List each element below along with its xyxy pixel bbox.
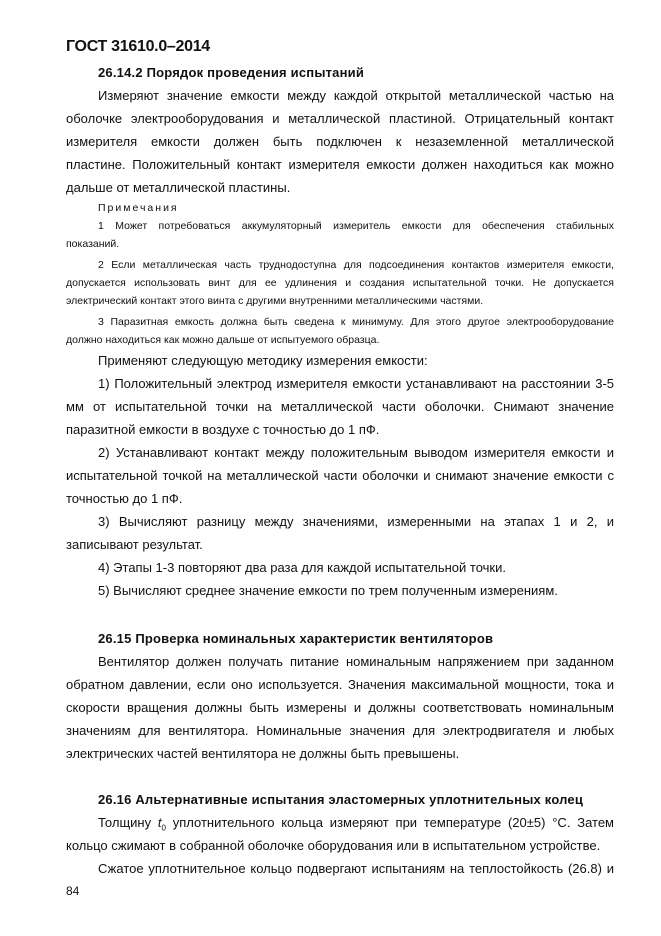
notes-title: Примечания	[98, 202, 179, 214]
paragraph-line: 2) Устанавливают контакт между положительным выводом измерителя емкости и	[98, 445, 614, 460]
paragraph-line: обратном давлении, если оно используется. Значения максимальной мощности, тока и	[66, 677, 614, 692]
paragraph-line: скорости вращения должны быть измерены и должны соответствовать номинальным	[66, 700, 614, 715]
variable: t	[157, 815, 162, 830]
paragraph-line: испытательной точкой на металлической части оболочки и снимают значение емкости с	[66, 468, 614, 483]
text: Толщину	[98, 815, 158, 830]
paragraph-line: 3) Вычисляют разницу между значениями, измеренными на этапах 1 и 2, и	[98, 514, 614, 529]
paragraph-line: оболочке электрооборудования и металлической пластиной. Отрицательный контакт	[66, 111, 614, 126]
text: уплотнительного кольца измеряют при температуре (20±5) °С. Затем	[165, 815, 614, 830]
paragraph-line: 1) Положительный электрод измерителя емкости устанавливают на расстоянии 3-5	[98, 376, 614, 391]
paragraph-line: точностью до 1 пФ.	[66, 491, 183, 506]
paragraph-line: допускается использовать винт для ее удлинения и создания испытательной точки. Не допускается	[66, 277, 614, 289]
paragraph-line: пластине. Положительный контакт измерителя емкости должен находиться как можно	[66, 157, 614, 172]
paragraph-line: электрических частей вентилятора не должны быть превышены.	[66, 746, 460, 761]
paragraph-line: измерителя емкости должен быть подключен к незаземленной металлической	[66, 134, 614, 149]
paragraph-line: 1 Может потребоваться аккумуляторный измеритель емкости для обеспечения стабильных	[98, 220, 614, 232]
section-heading: 26.15 Проверка номинальных характеристик вентиляторов	[98, 631, 494, 646]
method-steps	[66, 349, 614, 602]
paragraph	[66, 313, 614, 349]
paragraph-line: 5) Вычисляют среднее значение емкости по трем полученным измерениям.	[98, 583, 558, 598]
section-26-15	[66, 627, 614, 765]
paragraph	[66, 556, 614, 579]
paragraph	[66, 510, 614, 556]
paragraph-line: 4) Этапы 1-3 повторяют два раза для каждой испытательной точки.	[98, 560, 506, 575]
document-header: ГОСТ 31610.0–2014	[66, 38, 210, 55]
section-heading: 26.14.2 Порядок проведения испытаний	[98, 65, 365, 80]
paragraph	[66, 349, 614, 372]
section-26-16	[66, 788, 614, 880]
paragraph-line: должно находиться как можно дальше от испытуемого образца.	[66, 334, 380, 346]
paragraph-line	[66, 811, 614, 834]
paragraph	[66, 217, 614, 253]
paragraph-line: дальше от металлической пластины.	[66, 180, 291, 195]
paragraph-line: электрический контакт этого винта с другими внутренними металлическими частями.	[66, 295, 484, 307]
paragraph-line: значениям для вентилятора. Номинальные значения для электродвигателя и любых	[66, 723, 614, 738]
paragraph-line: мм от испытательной точки на металлической части оболочки. Снимают значение	[66, 399, 614, 414]
paragraph-line: Измеряют значение емкости между каждой открытой металлической частью на	[98, 88, 614, 103]
paragraph	[66, 84, 614, 199]
paragraph-line: Вентилятор должен получать питание номинальным напряжением при заданном	[98, 654, 614, 669]
subscript: 0	[161, 823, 166, 833]
paragraph-line: 3 Паразитная емкость должна быть сведена к минимуму. Для этого другое электрооборудование	[98, 316, 614, 328]
paragraph-line: показаний.	[66, 238, 120, 250]
paragraph	[66, 650, 614, 765]
page-number: 84	[66, 884, 80, 898]
paragraph	[66, 579, 614, 602]
paragraph-line: Применяют следующую методику измерения емкости:	[98, 353, 428, 368]
paragraph-line: Сжатое уплотнительное кольцо подвергают испытаниям на теплостойкость (26.8) и	[98, 861, 614, 876]
section-heading: 26.16 Альтернативные испытания эластомерных уплотнительных колец	[98, 792, 584, 807]
paragraph-line: паразитной емкости в воздухе с точностью до 1 пФ.	[66, 422, 380, 437]
paragraph	[66, 650, 614, 765]
paragraph	[66, 256, 614, 310]
notes-list	[66, 217, 614, 349]
section-26-14-2	[66, 61, 614, 602]
paragraph-line: кольцо сжимают в собранной оболочке оборудования или в испытательном устройстве.	[66, 838, 601, 853]
paragraph	[66, 372, 614, 441]
paragraph-line: 2 Если металлическая часть труднодоступна для подсоединения контактов измерителя емкости,	[98, 259, 614, 271]
paragraph-line: записывают результат.	[66, 537, 203, 552]
paragraph	[66, 84, 614, 199]
paragraph	[66, 441, 614, 510]
